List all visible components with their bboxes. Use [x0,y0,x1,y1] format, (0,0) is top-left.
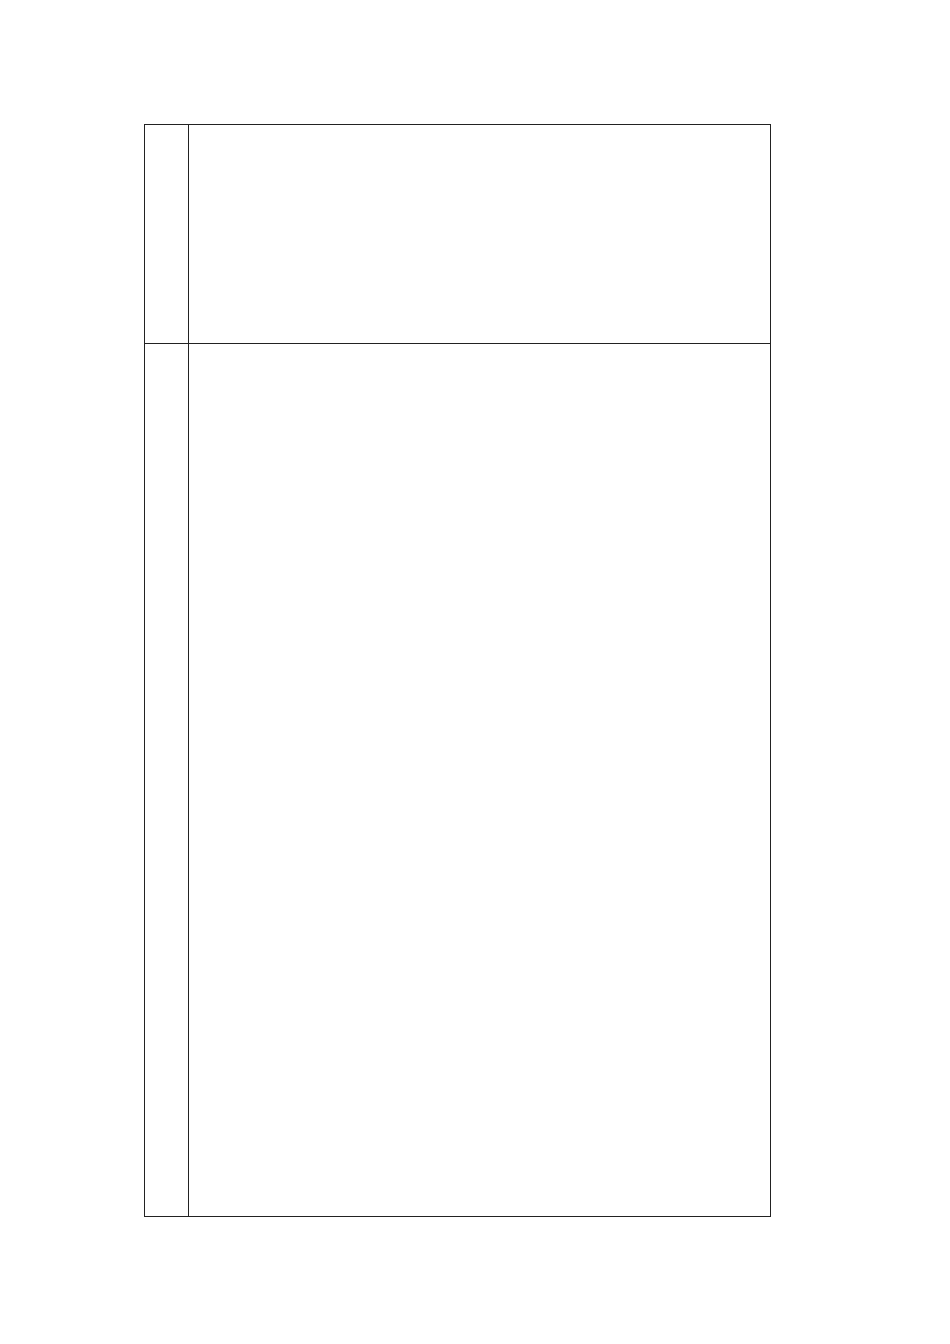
vocabulary-table [144,124,771,1217]
top-row [145,125,771,344]
extension-vocab-label-cell [145,344,189,1217]
top-content-cell [189,125,771,344]
vocabulary-page [144,124,771,1217]
bottom-row [145,344,771,1217]
bottom-content-cell [189,344,771,1217]
top-label-cell [145,125,189,344]
